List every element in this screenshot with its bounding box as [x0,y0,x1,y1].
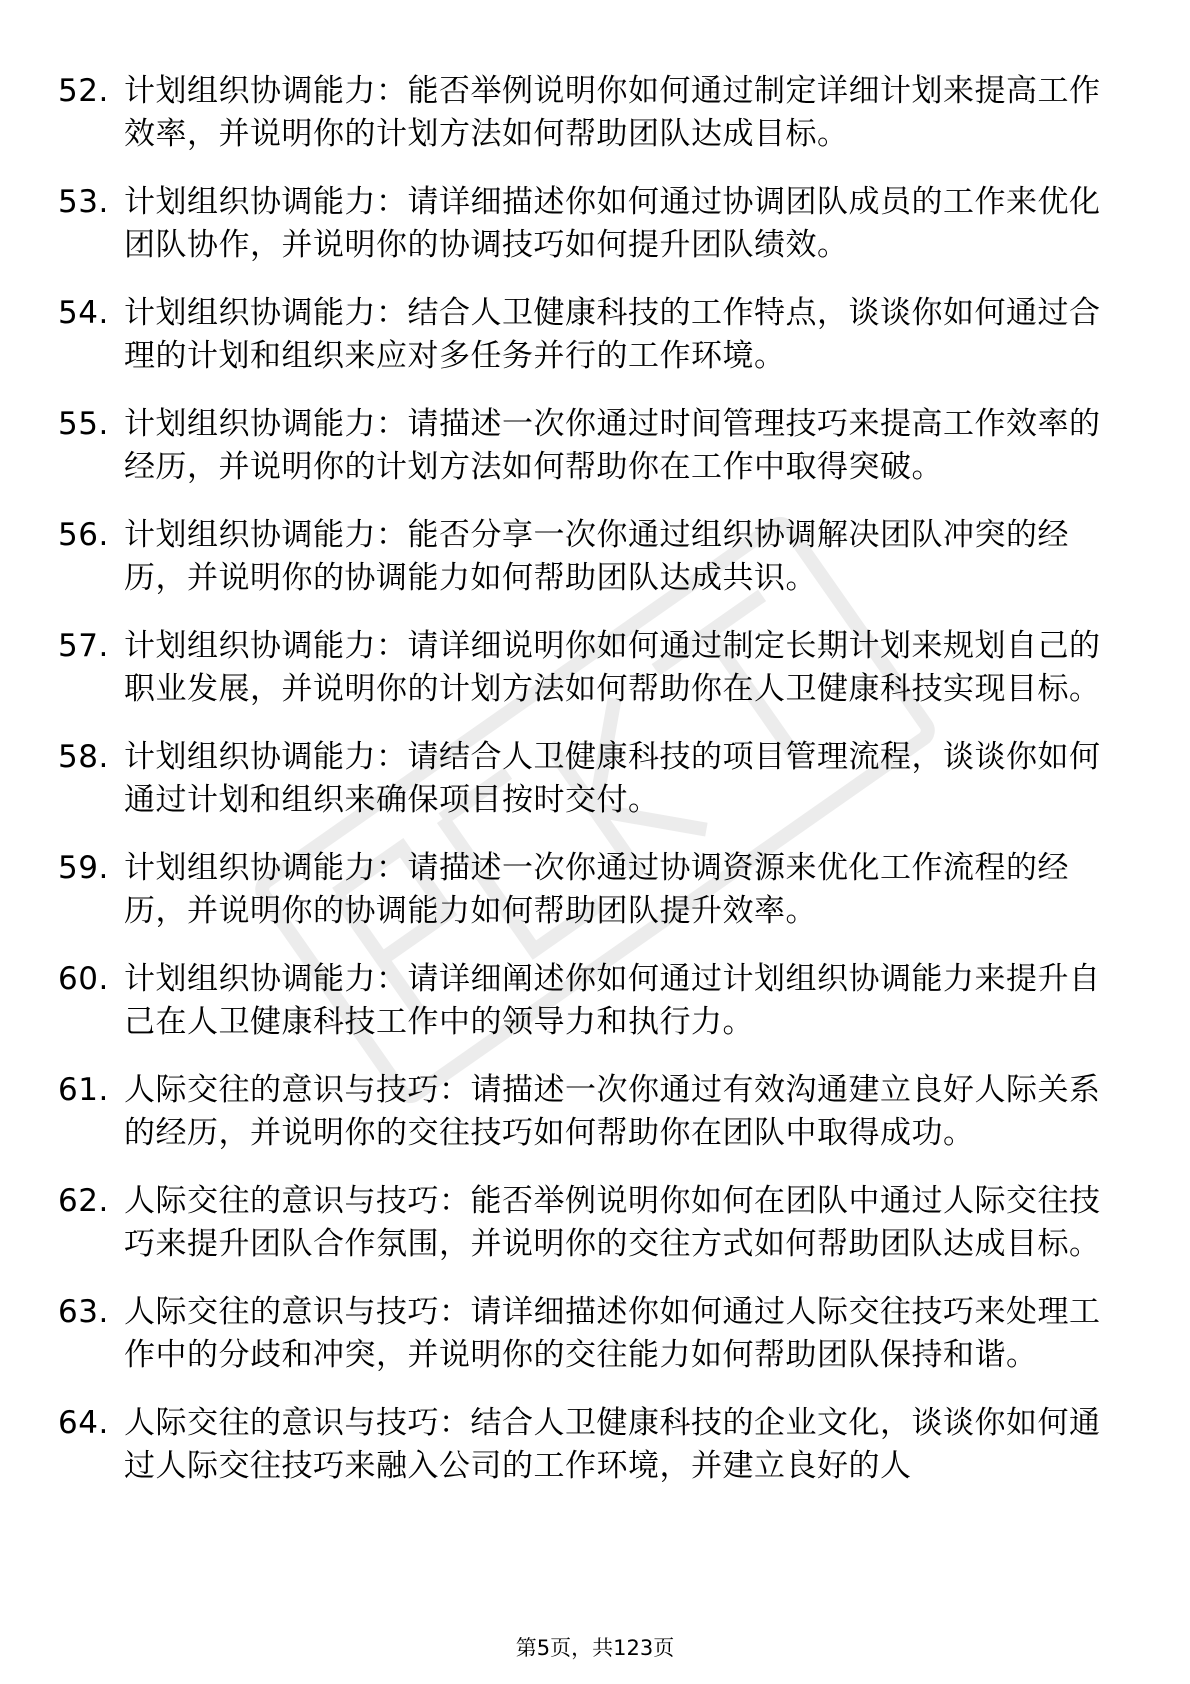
item-text: 计划组织协调能力：请结合人卫健康科技的项目管理流程，谈谈你如何通过计划和组织来确保项目按时交付。 [124,739,1101,818]
list-item [58,1402,1118,1488]
list-item [58,514,1118,600]
list-item [58,403,1118,489]
item-text: 计划组织协调能力：请描述一次你通过时间管理技巧来提高工作效率的经历，并说明你的计划方法如何帮助你在工作中取得突破。 [124,406,1101,485]
document-body [58,70,1118,1513]
item-number: 53. [58,184,109,220]
item-number: 55. [58,406,109,442]
list-item [58,181,1118,267]
item-text: 计划组织协调能力：请详细说明你如何通过制定长期计划来规划自己的职业发展，并说明你的计划方法如何帮助你在人卫健康科技实现目标。 [124,628,1101,707]
item-text: 计划组织协调能力：结合人卫健康科技的工作特点，谈谈你如何通过合理的计划和组织来应对多任务并行的工作环境。 [124,295,1101,374]
list-item [58,847,1118,933]
item-text: 计划组织协调能力：请详细阐述你如何通过计划组织协调能力来提升自己在人卫健康科技工作中的领导力和执行力。 [124,961,1101,1040]
page-number: 第5页，共123页 [515,1636,675,1660]
item-text: 计划组织协调能力：能否分享一次你通过组织协调解决团队冲突的经历，并说明你的协调能力如何帮助团队达成共识。 [124,517,1069,596]
question-list [58,70,1118,1488]
list-item [58,1180,1118,1266]
item-text: 人际交往的意识与技巧：能否举例说明你如何在团队中通过人际交往技巧来提升团队合作氛围，并说明你的交往方式如何帮助团队达成目标。 [124,1183,1101,1262]
item-number: 59. [58,850,109,886]
item-text: 人际交往的意识与技巧：结合人卫健康科技的企业文化，谈谈你如何通过人际交往技巧来融入公司的工作环境，并建立良好的人 [124,1405,1101,1484]
item-text: 计划组织协调能力：请详细描述你如何通过协调团队成员的工作来优化团队协作，并说明你的协调技巧如何提升团队绩效。 [124,184,1101,263]
item-number: 57. [58,628,109,664]
list-item [58,736,1118,822]
list-item [58,292,1118,378]
item-text: 计划组织协调能力：能否举例说明你如何通过制定详细计划来提高工作效率，并说明你的计划方法如何帮助团队达成目标。 [124,73,1101,152]
item-number: 60. [58,961,109,997]
item-text: 人际交往的意识与技巧：请描述一次你通过有效沟通建立良好人际关系的经历，并说明你的交往技巧如何帮助你在团队中取得成功。 [124,1072,1101,1151]
item-text: 人际交往的意识与技巧：请详细描述你如何通过人际交往技巧来处理工作中的分歧和冲突，并说明你的交往能力如何帮助团队保持和谐。 [124,1294,1101,1373]
item-number: 58. [58,739,109,775]
item-number: 52. [58,73,109,109]
list-item [58,625,1118,711]
list-item [58,1069,1118,1155]
item-number: 54. [58,295,109,331]
list-item [58,1291,1118,1377]
list-item [58,70,1118,156]
item-number: 64. [58,1405,109,1441]
page-footer [0,1634,1190,1662]
item-text: 计划组织协调能力：请描述一次你通过协调资源来优化工作流程的经历，并说明你的协调能力如何帮助团队提升效率。 [124,850,1069,929]
item-number: 56. [58,517,109,553]
item-number: 63. [58,1294,109,1330]
list-item [58,958,1118,1044]
item-number: 62. [58,1183,109,1219]
item-number: 61. [58,1072,109,1108]
